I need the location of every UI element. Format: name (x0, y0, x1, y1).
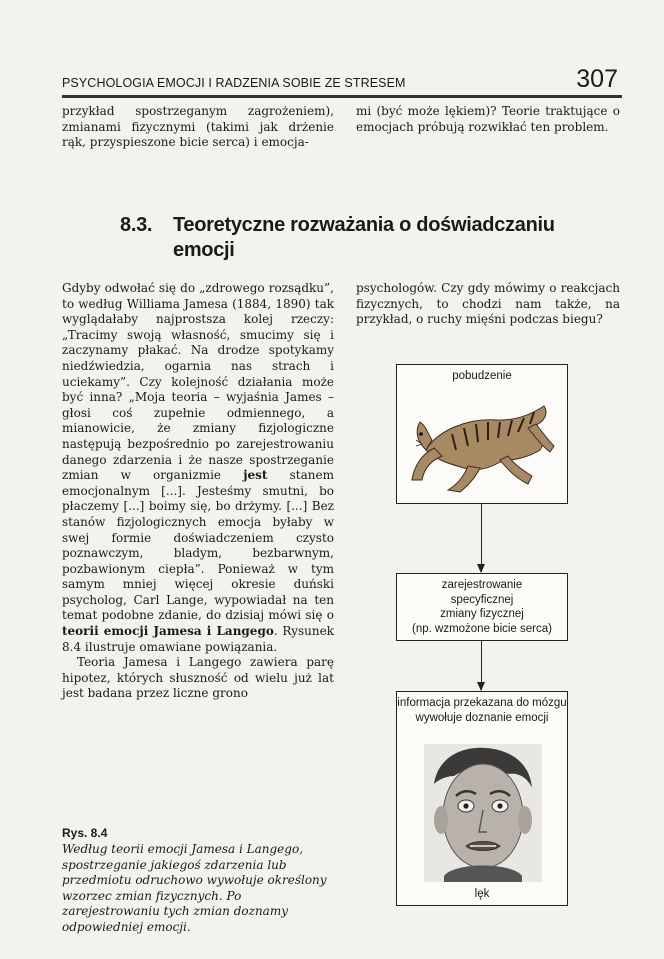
paragraph-2: Teoria Jamesa i Langego zawiera parę hipotez, których słuszność od wielu już lat jest badana przez liczne grono (62, 655, 334, 701)
running-title: PSYCHOLOGIA EMOCJI I RADZENIA SOBIE ZE STRESEM (62, 76, 406, 90)
frightened-face-photo (424, 744, 542, 882)
bold-jest: jest (243, 468, 268, 483)
left-column-main (62, 281, 334, 702)
box2-line-1: zarejestrowanie (441, 579, 523, 591)
section-heading (120, 213, 570, 263)
top-left-paragraph: przykład spostrzeganym zagrożeniem), zmianami fizycznymi (takimi jak drżenie rąk, przyspieszone bicie serca) i emocja- (62, 104, 334, 150)
tiger-illustration (408, 388, 558, 496)
arrow-down-2 (481, 641, 482, 690)
box2-line-2: specyficznej (450, 593, 514, 606)
caption-text: Według teorii emocji Jamesa i Langego, spostrzeganie jakiegoś zdarzenia lub przedmiotu odruchowo wywołuje określony wzorzec zmian fizycznych. Po zarejestrowaniu tych zmian doznamy odpowiedniej emocji. (62, 842, 327, 934)
top-right-text (356, 104, 620, 135)
bold-theory-name: teorii emocji Jamesa i Langego (62, 624, 274, 639)
right-paragraph: psychologów. Czy gdy mówimy o reakcjach fizycznych, to chodzi nam także, na przykład, o ruchy mięśni podczas biegu? (356, 281, 620, 327)
right-column-main (356, 281, 620, 328)
caption-label: Rys. 8.4 (62, 826, 108, 840)
top-right-paragraph: mi (być może lękiem)? Teorie traktujące o emocjach próbują rozwikłać ten problem. (356, 104, 620, 134)
page-number: 307 (576, 65, 618, 93)
diagram-box-physical-change (396, 573, 568, 641)
box1-label: pobudzenie (452, 370, 512, 382)
para1-text-c: . Rysunek 8.4 ilustruje omawiane powiązania. (62, 624, 334, 654)
box2-line-4: (np. wzmożone bicie serca) (412, 622, 552, 635)
arrow-down-1 (481, 504, 482, 572)
para1-text-a: Gdyby odwołać się do „zdrowego rozsądku”, to według Williama Jamesa (1884, 1890) tak wyglądałaby najprostsza kolej rzeczy: „Tracimy swoją własność, smucimy się i zaczynamy płakać. Na drodze spotykamy niedźwiedzia, ogarnia nas strach i uciekamy”. Czy kolejność działania może być inna? „Moja teoria – wyjaśnia James – głosi coś zupełnie odmiennego, a mianowicie, że zmiany fizjologiczne następują bezpośrednio po zarejestrowaniu danego zdarzenia i że nasze spostrzeganie zmian w organizmie (62, 281, 334, 483)
box3-line-1: informacja przekazana do mózgu (397, 697, 567, 709)
header-rule (62, 95, 622, 98)
figure-caption (62, 826, 334, 936)
section-number: 8.3. (120, 214, 153, 236)
box3-line-2: wywołuje doznanie emocji (415, 711, 549, 724)
section-title: Teoretyczne rozważania o doświadczaniu emocji (173, 214, 555, 261)
top-left-text (62, 104, 334, 151)
box2-line-3: zmiany fizycznej (440, 608, 524, 620)
para1-text-b: stanem emocjonalnym [...]. Jesteśmy smutni, bo płaczemy [...] boimy się, bo drżymy. [...] Bez stanów fizjologicznych emocja byłaby w swej formie doświadczeniem czysto poznawczym, bladym, bezbarwnym, pozbawionym ciepła”. Ponieważ w tym samym mniej więcej okresie duński psycholog, Carl Lange, wypowiadał na ten temat podobne zdanie, do dzisiaj mówi się o (62, 468, 334, 623)
box3-label-fear: lęk (474, 887, 490, 900)
paragraph-1 (62, 281, 334, 655)
page-header (62, 65, 622, 96)
